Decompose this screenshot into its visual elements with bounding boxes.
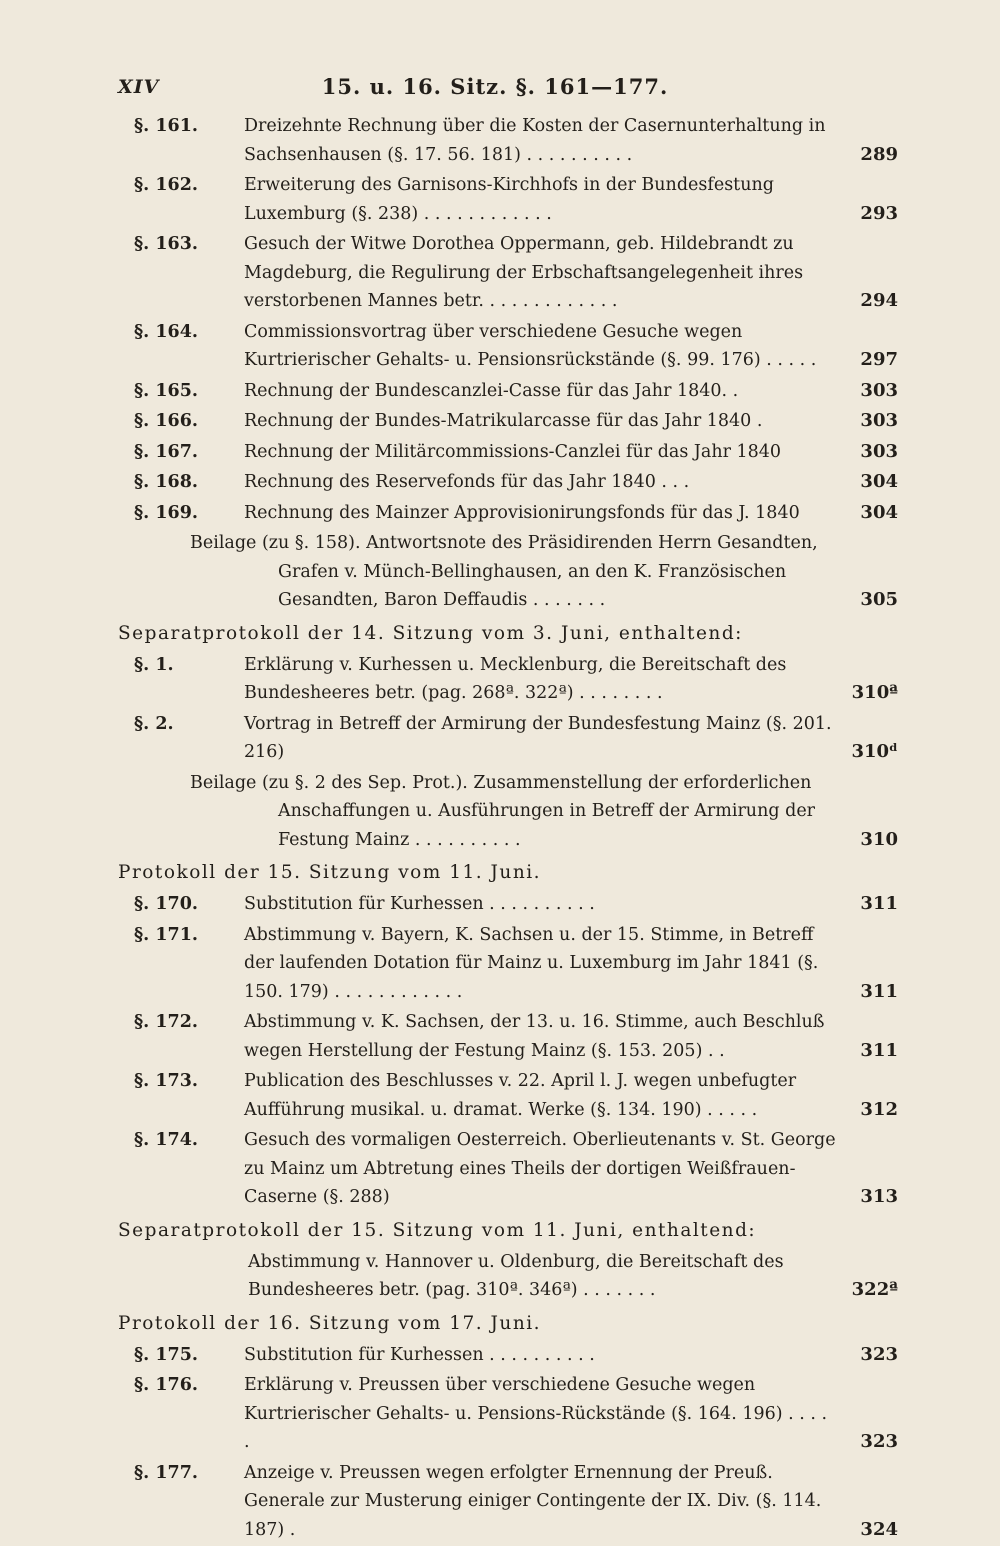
index-entry [118,1248,898,1305]
page-ref: 311 [860,980,898,1002]
index-entry [118,318,898,375]
section-number: §. 1. [134,654,174,675]
index-entry [118,377,898,406]
section-number: §. 171. [134,924,198,945]
section-number: §. 166. [134,411,198,431]
page-ref: 311 [860,1039,898,1061]
page-ref: 303 [860,440,898,462]
page-ref: 305 [860,589,898,610]
entry-text [134,318,898,375]
section-number: §. 174. [134,1130,198,1150]
section-number: §. 175. [134,1344,198,1365]
entry-text [118,529,898,615]
table-of-contents [118,112,898,1546]
entry-title: Gesuch des vormaligen Oesterreich. Oberlieutenants v. St. George zu Mainz um Abtretung eines Theils der dortigen Weißfrauen-Caserne (§. 288) [244,1130,836,1207]
page-ref: 304 [860,471,898,492]
section-number: §. 2. [134,713,174,734]
page-ref: 323 [860,1431,898,1452]
entry-title: Substitution für Kurhessen . . . . . . . . . . [244,894,595,914]
entry-text [134,407,898,436]
index-entry [118,499,898,528]
section-number: §. 167. [134,441,198,462]
page-ref: 289 [860,143,898,165]
entry-title: Rechnung des Mainzer Approvisionirungsfonds für das J. 1840 [244,502,800,523]
section-number: §. 164. [134,321,198,342]
entry-title: Vortrag in Betreff der Armirung der Bundesfestung Mainz (§. 201. 216) [244,713,832,762]
entry-title: Rechnung der Bundescanzlei-Casse für das Jahr 1840. . [244,380,739,401]
entry-text [134,1459,898,1545]
entry-text [134,171,898,228]
entry-title: Publication des Beschlusses v. 22. April l. J. wegen unbefugter Aufführung musikal. u. dramat. Werke (§. 134. 190) . . . . . [244,1071,797,1120]
entry-title: Rechnung der Militärcommissions-Canzlei für das Jahr 1840 [244,441,782,462]
entry-text [134,890,898,919]
index-entry [118,468,898,497]
entry-title: Protokoll der 16. Sitzung vom 17. Juni. [118,1312,542,1334]
index-entry [118,1067,898,1124]
entry-title: Gesuch der Witwe Dorothea Oppermann, geb. Hildebrandt zu Magdeburg, die Regulirung der Erbschaftsangelegenheit ihres verstorbenen Mannes betr. . . . . . . . . . . . . [244,234,804,311]
entry-title: Anzeige v. Preussen wegen erfolgter Ernennung der Preuß. Generale zur Musterung einiger Contingente der IX. Div. (§. 114. 187) . [244,1462,822,1540]
entry-text [134,1371,898,1457]
entry-text [134,112,898,169]
page-ref: 313 [860,1186,898,1207]
page-ref: 312 [860,1098,898,1120]
section-number: §. 163. [134,234,198,254]
page-ref: 310 [860,828,898,850]
entry-title: Erklärung v. Preussen über verschiedene Gesuche wegen Kurtrierischer Gehalts- u. Pensions-Rückstände (§. 164. 196) . . . . . [244,1375,828,1452]
entry-text [134,1008,898,1065]
entry-text [118,1216,898,1246]
entry-text [134,499,898,528]
entry-title: Abstimmung v. K. Sachsen, der 13. u. 16. Stimme, auch Beschluß wegen Herstellung der Festung Mainz (§. 153. 205) . . [244,1012,825,1061]
entry-text [134,921,898,1007]
index-entry [118,438,898,467]
index-entry [118,407,898,436]
entry-text [134,1126,898,1212]
index-entry [118,651,898,708]
section-number: §. 161. [134,116,198,136]
entry-title: Rechnung des Reservefonds für das Jahr 1840 . . . [244,472,690,492]
entry-text [134,710,898,767]
section-number: §. 162. [134,175,198,195]
section-number: §. 170. [134,894,198,914]
page-ref: 322ª [851,1279,898,1300]
section-number: §. 169. [134,502,198,523]
entry-text [134,1341,898,1370]
entry-title: Protokoll der 15. Sitzung vom 11. Juni. [118,862,542,883]
index-entry [118,1341,898,1370]
entry-title: Abstimmung v. Bayern, K. Sachsen u. der 15. Stimme, in Betreff der laufenden Dotation für Mainz u. Luxemburg im Jahr 1841 (§. 150. 179) . . . . . . . . . . . . [244,924,819,1002]
running-title: 15. u. 16. Sitz. §. 161—177. [321,74,669,99]
page-ref: 294 [860,290,898,311]
section-number: §. 177. [134,1462,198,1483]
index-entry [118,1126,898,1212]
entry-text [134,651,898,708]
entry-title: Erklärung v. Kurhessen u. Mecklenburg, die Bereitschaft des Bundesheeres betr. (pag. 268ª. 322ª) . . . . . . . . [244,654,787,703]
page-ref: 303 [860,410,898,431]
section-heading [118,858,898,888]
entry-title: Beilage (zu §. 2 des Sep. Prot.). Zusammenstellung der erforderlichen Anschaffungen u. Ausführungen in Betreff der Armirung der Festung Mainz . . . . . . . . . . [190,772,816,850]
page-ref: 304 [860,501,898,523]
entry-title: Rechnung der Bundes-Matrikularcasse für das Jahr 1840 . [244,411,763,431]
page-header [118,72,872,106]
entry-title: Abstimmung v. Hannover u. Oldenburg, die Bereitschaft des Bundesheeres betr. (pag. 310ª. 346ª) . . . . . . . [248,1251,784,1300]
page-number: XIV [118,76,160,98]
entry-title: Erweiterung des Garnisons-Kirchhofs in der Bundesfestung Luxemburg (§. 238) . . . . . . . . . . . . [244,175,774,224]
entry-text [134,377,898,406]
section-number: §. 176. [134,1375,198,1395]
entry-title: Separatprotokoll der 14. Sitzung vom 3. Juni, enthaltend: [118,622,743,644]
index-entry [118,529,898,615]
index-entry [118,890,898,919]
index-entry [118,112,898,169]
page-ref: 324 [860,1518,898,1540]
section-number: §. 168. [134,472,198,492]
index-entry [118,769,898,855]
page-ref: 303 [860,379,898,401]
entry-text [118,1309,898,1339]
section-number: §. 172. [134,1012,198,1032]
entry-title: Beilage (zu §. 158). Antwortsnote des Präsidirenden Herrn Gesandten, Grafen v. Münch-Bellinghausen, an den K. Französischen Gesandten, Baron Deffaudis . . . . . . . [190,533,818,610]
section-number: §. 165. [134,380,198,401]
entry-text [118,619,898,649]
entry-text [134,438,898,467]
index-entry [118,171,898,228]
index-entry [118,921,898,1007]
index-entry [118,710,898,767]
entry-title: Commissionsvortrag über verschiedene Gesuche wegen Kurtrierischer Gehalts- u. Pensionsrückstände (§. 99. 176) . . . . . [244,321,817,370]
page-ref: 310ᵈ [851,741,898,762]
entry-text [134,230,898,316]
page-ref: 310ª [851,682,898,703]
section-heading [118,1216,898,1246]
page-ref: 311 [860,893,898,914]
index-entry [118,1459,898,1545]
entry-text [134,468,898,497]
entry-text [248,1248,898,1305]
entry-title: Dreizehnte Rechnung über die Kosten der Casernunterhaltung in Sachsenhausen (§. 17. 56. 181) . . . . . . . . . . [244,116,826,165]
entry-title: Substitution für Kurhessen . . . . . . . . . . [244,1344,595,1365]
entry-text [134,1067,898,1124]
entry-title: Separatprotokoll der 15. Sitzung vom 11. Juni, enthaltend: [118,1219,757,1241]
entry-text [118,769,898,855]
section-heading [118,619,898,649]
index-entry [118,1371,898,1457]
section-heading [118,1309,898,1339]
section-number: §. 173. [134,1071,198,1091]
index-entry [118,230,898,316]
entry-text [118,858,898,888]
page-ref: 293 [860,202,898,224]
page-ref: 323 [860,1343,898,1365]
page-ref: 297 [860,349,898,370]
index-entry [118,1008,898,1065]
